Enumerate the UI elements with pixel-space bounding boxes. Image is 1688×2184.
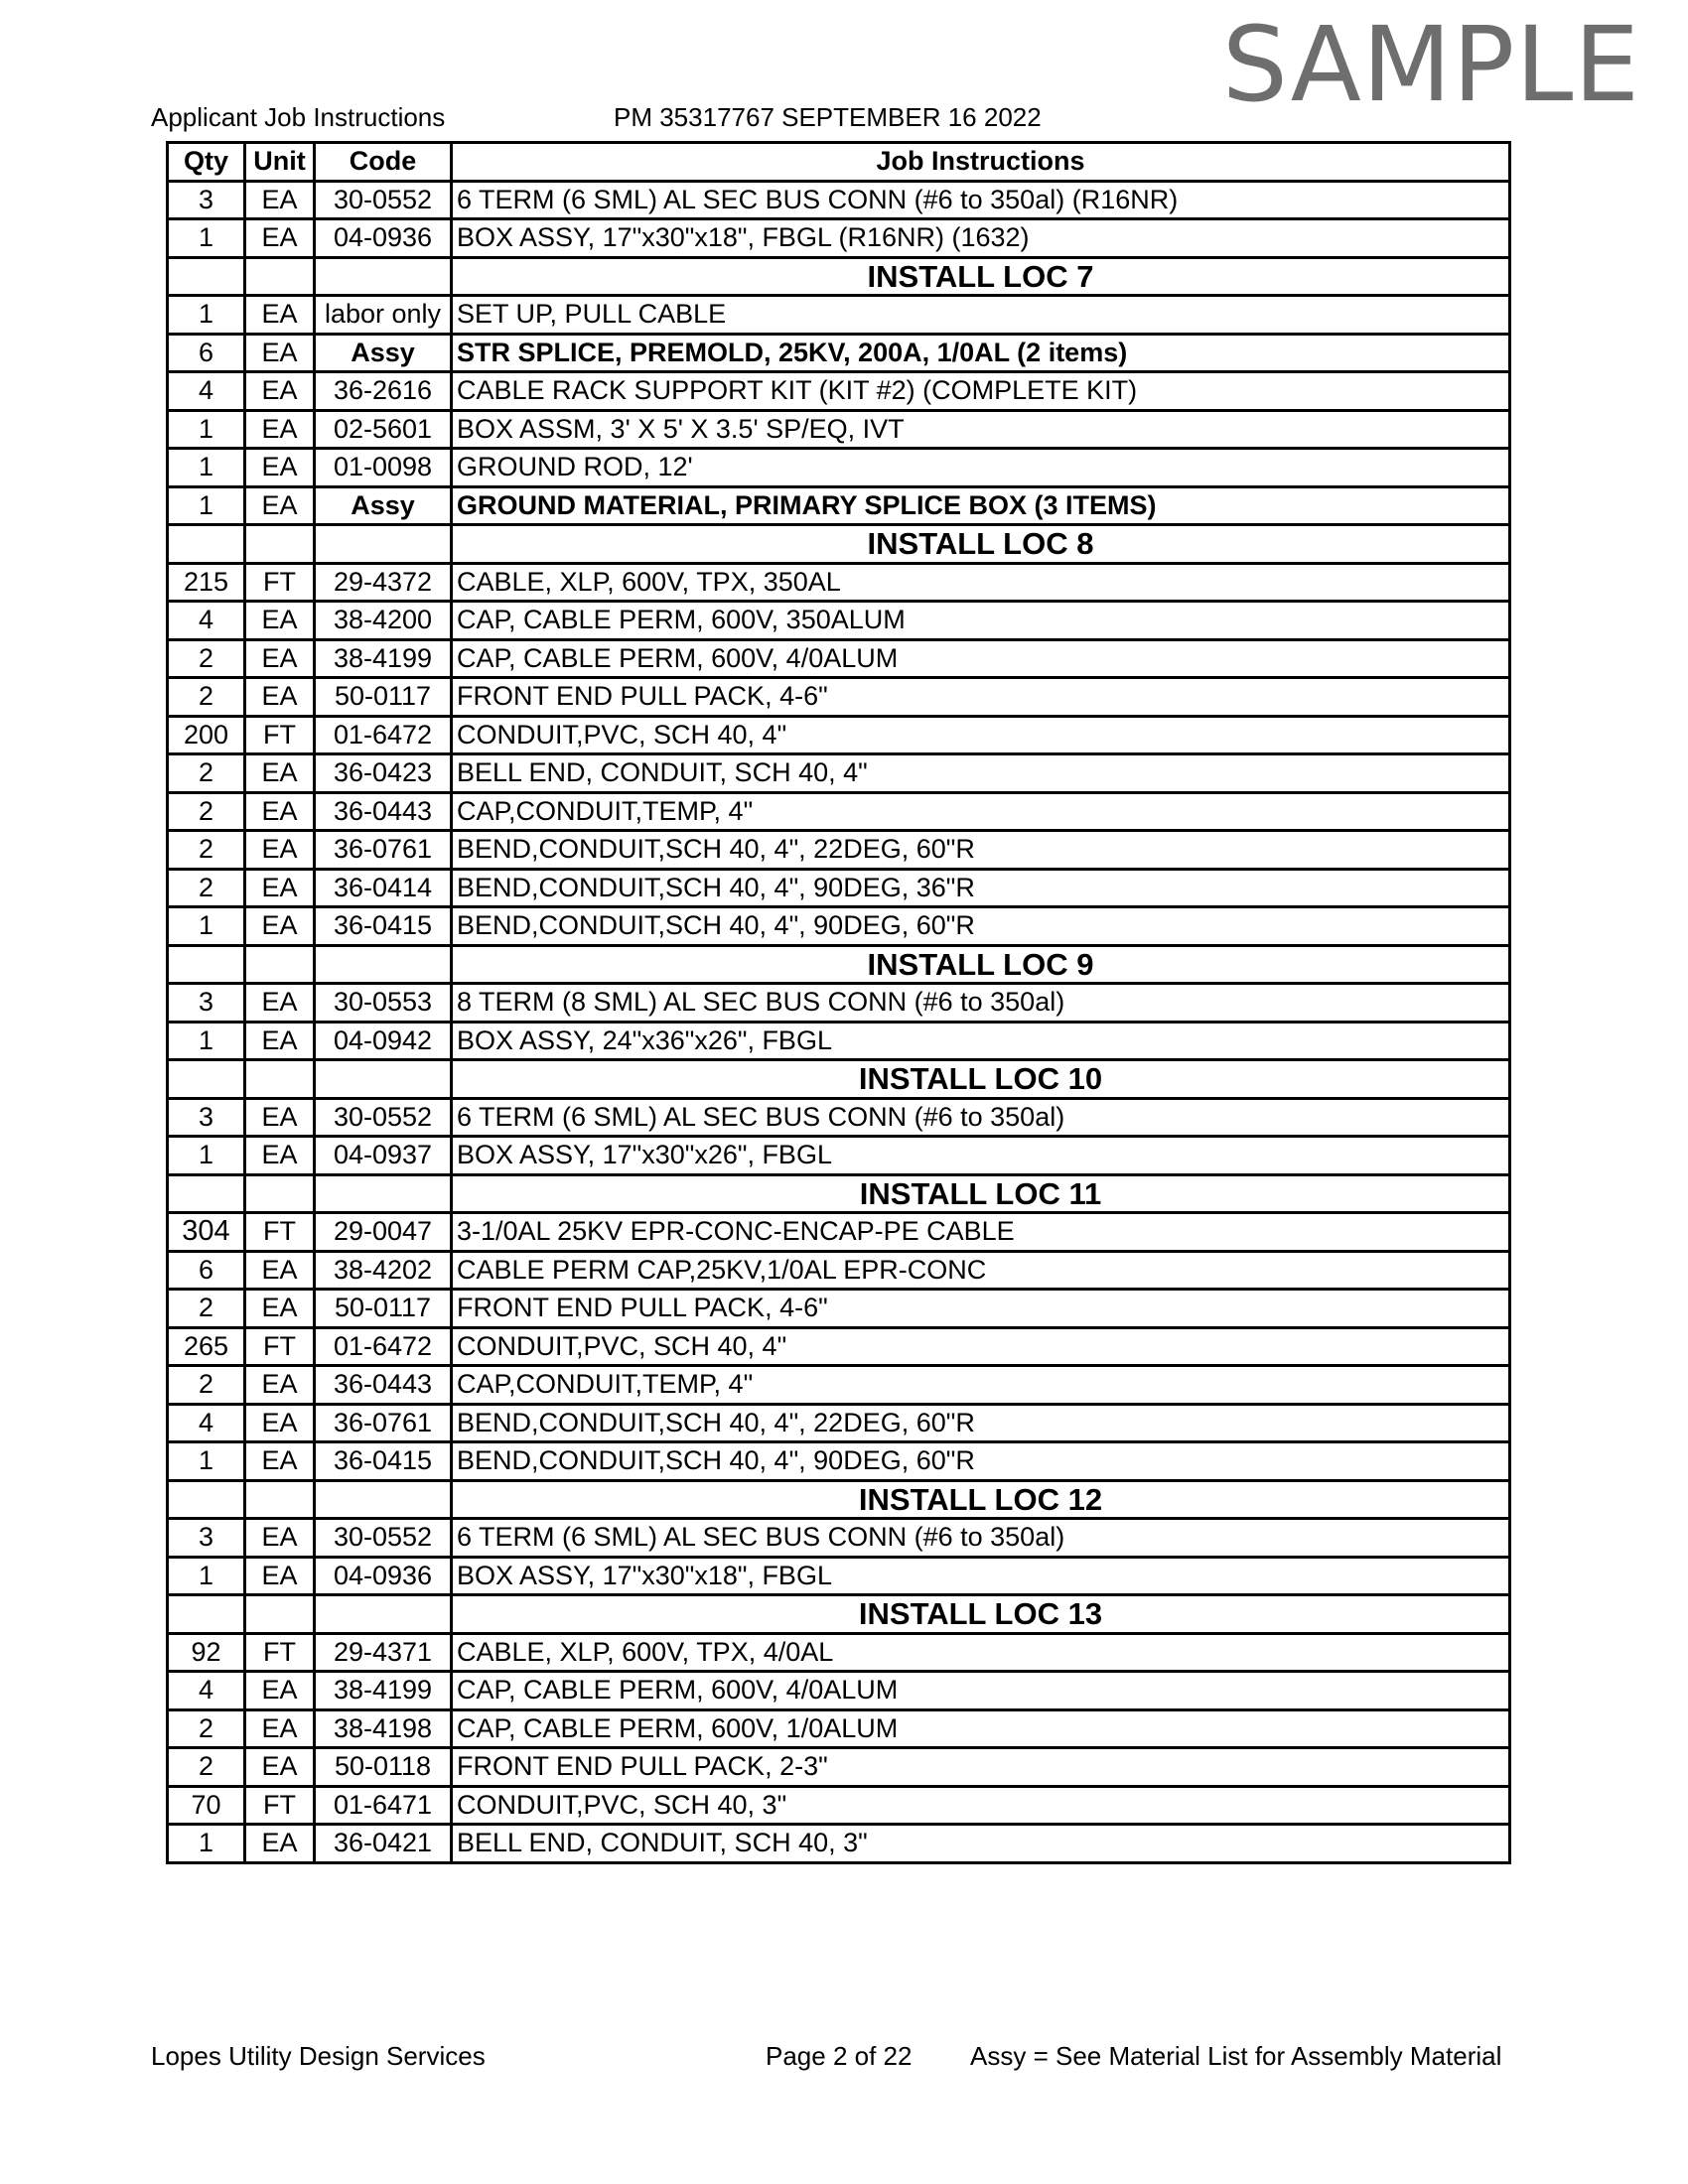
instruction-cell: CABLE PERM CAP,25KV,1/0AL EPR-CONC [452,1251,1510,1290]
table-row [168,907,1510,946]
table-row [168,1442,1510,1481]
unit-cell: FT [245,563,315,602]
table-row [168,1557,1510,1595]
qty-cell: 4 [168,602,245,640]
qty-cell: 1 [168,1022,245,1060]
sample-watermark: SAMPLE [1221,4,1640,125]
unit-cell: EA [245,1709,315,1748]
table-row [168,372,1510,411]
qty-cell: 304 [168,1213,245,1252]
empty-cell [245,1595,315,1634]
qty-cell: 1 [168,296,245,335]
document-reference: PM 35317767 SEPTEMBER 16 2022 [614,102,1042,132]
instruction-cell: CAP,CONDUIT,TEMP, 4" [452,792,1510,831]
unit-cell: FT [245,716,315,754]
qty-cell: 3 [168,181,245,219]
section-header-row [168,945,1510,984]
table-row [168,1366,1510,1405]
document-title: Applicant Job Instructions [151,102,446,132]
empty-cell [168,1595,245,1634]
code-cell: 04-0936 [315,1557,452,1595]
code-cell: 50-0117 [315,678,452,717]
table-row [168,716,1510,754]
unit-cell: EA [245,1404,315,1442]
qty-cell: 1 [168,1825,245,1863]
qty-cell: 2 [168,639,245,678]
section-title: INSTALL LOC 8 [452,525,1510,564]
empty-cell [245,257,315,296]
code-cell: 36-0761 [315,831,452,870]
empty-cell [245,1480,315,1519]
empty-cell [315,1174,452,1213]
qty-cell: 265 [168,1327,245,1366]
table-row [168,563,1510,602]
instruction-cell: FRONT END PULL PACK, 4-6" [452,678,1510,717]
qty-cell: 1 [168,410,245,449]
empty-cell [245,1060,315,1099]
code-cell: 02-5601 [315,410,452,449]
unit-cell: EA [245,1137,315,1175]
section-header-row [168,525,1510,564]
empty-cell [168,945,245,984]
section-title: INSTALL LOC 10 [452,1060,1510,1099]
qty-cell: 6 [168,1251,245,1290]
empty-cell [168,1480,245,1519]
code-cell: 30-0553 [315,984,452,1023]
unit-cell: EA [245,1098,315,1137]
instruction-cell: FRONT END PULL PACK, 4-6" [452,1290,1510,1328]
code-cell: 38-4199 [315,639,452,678]
code-cell: 50-0117 [315,1290,452,1328]
qty-cell: 2 [168,869,245,907]
table-row [168,486,1510,525]
code-cell: 38-4199 [315,1672,452,1710]
unit-cell: EA [245,754,315,793]
instruction-cell: BOX ASSY, 17"x30"x18", FBGL [452,1557,1510,1595]
qty-cell: 4 [168,1672,245,1710]
code-cell: 29-0047 [315,1213,452,1252]
unit-cell: EA [245,1748,315,1787]
table-row [168,1327,1510,1366]
unit-cell: EA [245,602,315,640]
table-row [168,1633,1510,1672]
table-row [168,754,1510,793]
instruction-cell: BELL END, CONDUIT, SCH 40, 4" [452,754,1510,793]
instruction-cell: CONDUIT,PVC, SCH 40, 4" [452,716,1510,754]
unit-cell: FT [245,1213,315,1252]
unit-cell: EA [245,334,315,372]
instruction-cell: CONDUIT,PVC, SCH 40, 3" [452,1786,1510,1825]
qty-cell: 1 [168,449,245,487]
instruction-cell: 6 TERM (6 SML) AL SEC BUS CONN (#6 to 350al) [452,1098,1510,1137]
qty-cell: 2 [168,754,245,793]
table-row [168,296,1510,335]
table-row [168,219,1510,258]
code-cell: 36-0423 [315,754,452,793]
code-cell: 30-0552 [315,181,452,219]
code-cell: 50-0118 [315,1748,452,1787]
instruction-cell: CABLE, XLP, 600V, TPX, 4/0AL [452,1633,1510,1672]
table-row [168,1672,1510,1710]
code-cell: 36-0415 [315,907,452,946]
qty-cell: 2 [168,678,245,717]
code-cell: 36-0443 [315,792,452,831]
column-header-job-instructions: Job Instructions [452,143,1510,182]
instruction-cell: 8 TERM (8 SML) AL SEC BUS CONN (#6 to 350al) [452,984,1510,1023]
instruction-cell: BOX ASSM, 3' X 5' X 3.5' SP/EQ, IVT [452,410,1510,449]
table-row [168,334,1510,372]
empty-cell [245,945,315,984]
qty-cell: 92 [168,1633,245,1672]
code-cell: 36-0421 [315,1825,452,1863]
empty-cell [315,1060,452,1099]
unit-cell: EA [245,1557,315,1595]
qty-cell: 70 [168,1786,245,1825]
instruction-cell: FRONT END PULL PACK, 2-3" [452,1748,1510,1787]
instruction-cell: BELL END, CONDUIT, SCH 40, 3" [452,1825,1510,1863]
empty-cell [168,1060,245,1099]
column-header-qty: Qty [168,143,245,182]
instruction-cell: BOX ASSY, 17"x30"x26", FBGL [452,1137,1510,1175]
table-row [168,410,1510,449]
code-cell: 01-0098 [315,449,452,487]
unit-cell: EA [245,181,315,219]
table-row [168,1786,1510,1825]
code-cell: 04-0936 [315,219,452,258]
table-body [168,181,1510,1862]
qty-cell: 2 [168,1366,245,1405]
table-row [168,449,1510,487]
table-row [168,1519,1510,1558]
code-cell: 01-6471 [315,1786,452,1825]
code-cell: Assy [315,334,452,372]
qty-cell: 3 [168,984,245,1023]
instruction-cell: 3-1/0AL 25KV EPR-CONC-ENCAP-PE CABLE [452,1213,1510,1252]
empty-cell [168,257,245,296]
qty-cell: 1 [168,1557,245,1595]
qty-cell: 1 [168,907,245,946]
unit-cell: EA [245,1022,315,1060]
unit-cell: EA [245,1825,315,1863]
table-row [168,984,1510,1023]
qty-cell: 215 [168,563,245,602]
instruction-cell: CAP, CABLE PERM, 600V, 1/0ALUM [452,1709,1510,1748]
instruction-cell: BOX ASSY, 24"x36"x26", FBGL [452,1022,1510,1060]
empty-cell [315,525,452,564]
unit-cell: EA [245,984,315,1023]
instruction-cell: CONDUIT,PVC, SCH 40, 4" [452,1327,1510,1366]
unit-cell: FT [245,1327,315,1366]
unit-cell: EA [245,907,315,946]
instruction-cell: SET UP, PULL CABLE [452,296,1510,335]
section-title: INSTALL LOC 13 [452,1595,1510,1634]
qty-cell: 2 [168,1709,245,1748]
code-cell: Assy [315,486,452,525]
table-row [168,678,1510,717]
table-row [168,639,1510,678]
footer-assy-note: Assy = See Material List for Assembly Material [970,2041,1502,2071]
table-header-row [168,143,1510,182]
table-row [168,1022,1510,1060]
code-cell: 29-4372 [315,563,452,602]
code-cell: 29-4371 [315,1633,452,1672]
code-cell: 36-0761 [315,1404,452,1442]
section-title: INSTALL LOC 7 [452,257,1510,296]
instruction-cell: BEND,CONDUIT,SCH 40, 4", 22DEG, 60"R [452,831,1510,870]
instruction-cell: CABLE, XLP, 600V, TPX, 350AL [452,563,1510,602]
qty-cell: 2 [168,1748,245,1787]
unit-cell: EA [245,792,315,831]
empty-cell [315,1480,452,1519]
column-header-unit: Unit [245,143,315,182]
code-cell: 30-0552 [315,1519,452,1558]
unit-cell: EA [245,1251,315,1290]
table-row [168,792,1510,831]
section-header-row [168,1480,1510,1519]
code-cell: 01-6472 [315,716,452,754]
empty-cell [245,525,315,564]
unit-cell: EA [245,219,315,258]
unit-cell: EA [245,449,315,487]
qty-cell: 4 [168,1404,245,1442]
unit-cell: EA [245,372,315,411]
instruction-cell: CAP,CONDUIT,TEMP, 4" [452,1366,1510,1405]
qty-cell: 2 [168,792,245,831]
instruction-cell: CAP, CABLE PERM, 600V, 4/0ALUM [452,639,1510,678]
table-row [168,1251,1510,1290]
column-header-code: Code [315,143,452,182]
unit-cell: EA [245,296,315,335]
table-row [168,602,1510,640]
unit-cell: EA [245,1290,315,1328]
section-title: INSTALL LOC 9 [452,945,1510,984]
qty-cell: 1 [168,486,245,525]
job-instructions-table [166,141,1511,1864]
instruction-cell: STR SPLICE, PREMOLD, 25KV, 200A, 1/0AL (2 items) [452,334,1510,372]
instruction-cell: CABLE RACK SUPPORT KIT (KIT #2) (COMPLETE KIT) [452,372,1510,411]
unit-cell: FT [245,1633,315,1672]
empty-cell [315,257,452,296]
table-row [168,869,1510,907]
code-cell: labor only [315,296,452,335]
instruction-cell: BEND,CONDUIT,SCH 40, 4", 90DEG, 60"R [452,907,1510,946]
unit-cell: EA [245,410,315,449]
instruction-cell: CAP, CABLE PERM, 600V, 350ALUM [452,602,1510,640]
code-cell: 38-4198 [315,1709,452,1748]
footer-page-number: Page 2 of 22 [766,2041,913,2071]
unit-cell: FT [245,1786,315,1825]
instruction-cell: CAP, CABLE PERM, 600V, 4/0ALUM [452,1672,1510,1710]
empty-cell [315,1595,452,1634]
section-header-row [168,1595,1510,1634]
unit-cell: EA [245,1442,315,1481]
unit-cell: EA [245,869,315,907]
qty-cell: 4 [168,372,245,411]
qty-cell: 1 [168,1137,245,1175]
footer-company: Lopes Utility Design Services [151,2041,486,2071]
empty-cell [315,945,452,984]
qty-cell: 2 [168,1290,245,1328]
code-cell: 36-0415 [315,1442,452,1481]
unit-cell: EA [245,1366,315,1405]
section-header-row [168,1060,1510,1099]
instruction-cell: GROUND ROD, 12' [452,449,1510,487]
table-row [168,1404,1510,1442]
qty-cell: 1 [168,219,245,258]
instruction-cell: GROUND MATERIAL, PRIMARY SPLICE BOX (3 ITEMS) [452,486,1510,525]
instruction-cell: BOX ASSY, 17"x30"x18", FBGL (R16NR) (1632) [452,219,1510,258]
code-cell: 36-0414 [315,869,452,907]
table-row [168,1213,1510,1252]
empty-cell [168,525,245,564]
unit-cell: EA [245,831,315,870]
qty-cell: 3 [168,1098,245,1137]
instruction-cell: BEND,CONDUIT,SCH 40, 4", 22DEG, 60"R [452,1404,1510,1442]
unit-cell: EA [245,1672,315,1710]
instruction-cell: 6 TERM (6 SML) AL SEC BUS CONN (#6 to 350al) (R16NR) [452,181,1510,219]
code-cell: 04-0937 [315,1137,452,1175]
table-row [168,1290,1510,1328]
section-title: INSTALL LOC 11 [452,1174,1510,1213]
table-row [168,831,1510,870]
qty-cell: 2 [168,831,245,870]
instruction-cell: BEND,CONDUIT,SCH 40, 4", 90DEG, 60"R [452,1442,1510,1481]
code-cell: 01-6472 [315,1327,452,1366]
code-cell: 30-0552 [315,1098,452,1137]
unit-cell: EA [245,639,315,678]
unit-cell: EA [245,486,315,525]
section-header-row [168,257,1510,296]
instruction-cell: BEND,CONDUIT,SCH 40, 4", 90DEG, 36"R [452,869,1510,907]
table-row [168,1748,1510,1787]
section-title: INSTALL LOC 12 [452,1480,1510,1519]
table-row [168,1825,1510,1863]
code-cell: 36-2616 [315,372,452,411]
instruction-cell: 6 TERM (6 SML) AL SEC BUS CONN (#6 to 350al) [452,1519,1510,1558]
code-cell: 38-4202 [315,1251,452,1290]
section-header-row [168,1174,1510,1213]
table-row [168,181,1510,219]
table-row [168,1098,1510,1137]
unit-cell: EA [245,678,315,717]
unit-cell: EA [245,1519,315,1558]
table-row [168,1709,1510,1748]
qty-cell: 3 [168,1519,245,1558]
code-cell: 38-4200 [315,602,452,640]
code-cell: 04-0942 [315,1022,452,1060]
empty-cell [168,1174,245,1213]
table-row [168,1137,1510,1175]
code-cell: 36-0443 [315,1366,452,1405]
qty-cell: 1 [168,1442,245,1481]
empty-cell [245,1174,315,1213]
qty-cell: 6 [168,334,245,372]
qty-cell: 200 [168,716,245,754]
